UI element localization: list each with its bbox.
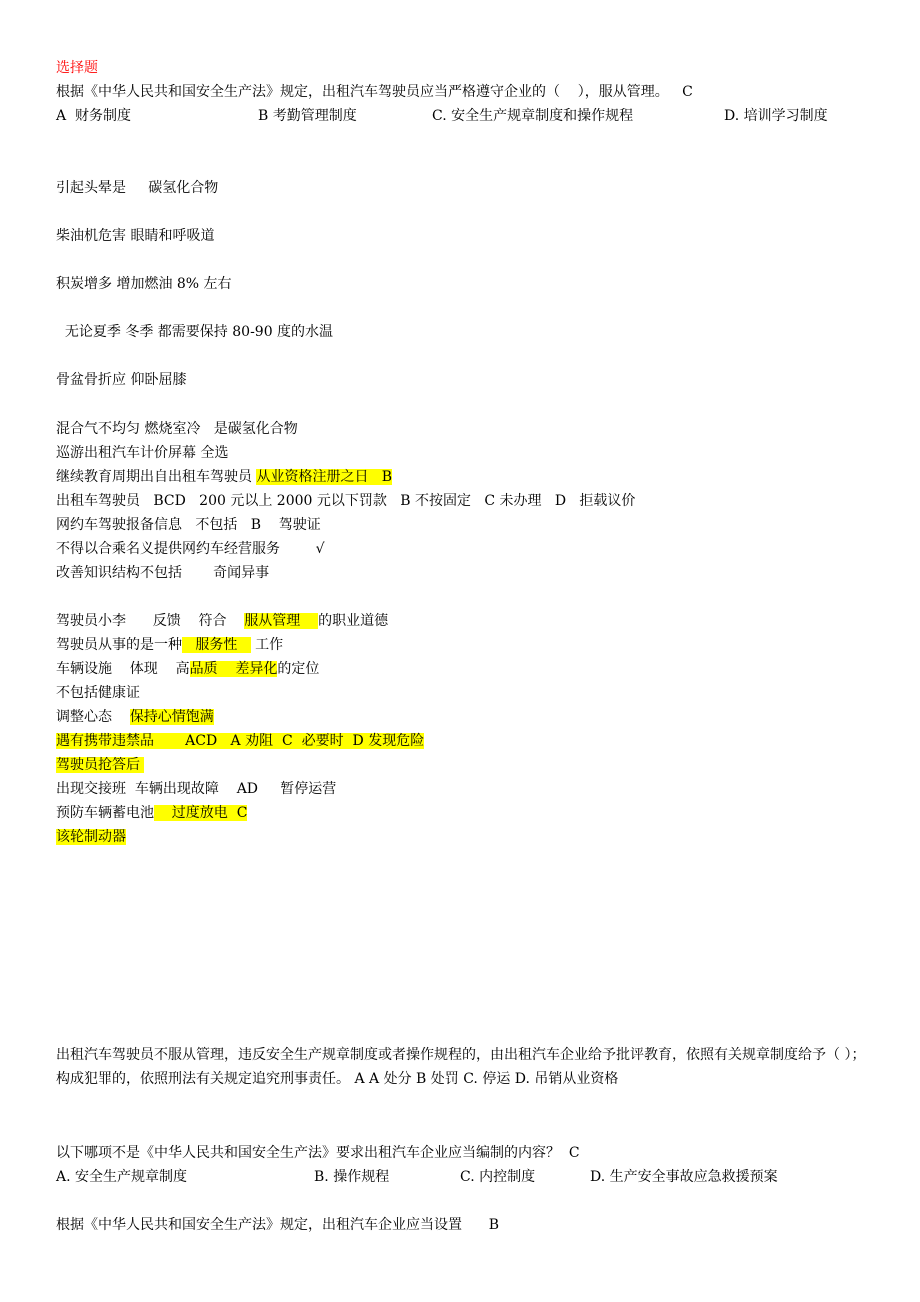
note-line (56, 755, 144, 775)
option-c: C. 安全生产规章制度和操作规程 (432, 108, 634, 124)
note-line: 柴油机危害 眼睛和呼吸道 (56, 228, 215, 244)
note-text: 调整心态 (56, 709, 130, 725)
note-text: 的职业道德 (318, 613, 389, 629)
highlighted-answer: 品质 差异化 (189, 661, 278, 677)
note-line: 无论夏季 冬季 都需要保持 80-90 度的水温 (56, 324, 334, 340)
note-line (56, 707, 214, 727)
note-line: 巡游出租汽车计价屏幕 全选 (56, 445, 229, 461)
note-line (56, 635, 283, 655)
note-line: 积炭增多 增加燃油 8% 左右 (56, 276, 232, 292)
note-line: 骨盆骨折应 仰卧屈膝 (56, 372, 187, 388)
note-line: 不得以合乘名义提供网约车经营服务 √ (56, 541, 325, 557)
note-text: 车辆设施 体现 高 (56, 661, 190, 677)
option-a: A 财务制度 (56, 108, 132, 124)
highlighted-answer: 服从管理 (244, 613, 319, 629)
option-a: A. 安全生产规章制度 (56, 1169, 188, 1185)
note-line: 出租车驾驶员 BCD 200 元以上 2000 元以下罚款 B 不按固定 C 未办理 D 拒载议价 (56, 493, 636, 509)
highlighted-answer: 服务性 (182, 637, 251, 653)
question-4-text: 根据《中华人民共和国安全生产法》规定，出租汽车企业应当设置 B (56, 1217, 499, 1233)
note-text: 预防车辆蓄电池 (56, 805, 154, 821)
note-text: 驾驶员从事的是一种 (56, 637, 182, 653)
highlighted-answer: 过度放电 C (154, 805, 248, 821)
question-1-text: 根据《中华人民共和国安全生产法》规定，出租汽车驾驶员应当严格遵守企业的（ ），服从管理。 C (56, 84, 693, 100)
note-text: 工作 (250, 637, 284, 653)
note-line: 网约车驾驶报备信息 不包括 B 驾驶证 (56, 517, 321, 533)
note-text: 的定位 (277, 661, 320, 677)
question-2-text: 出租汽车驾驶员不服从管理，违反安全生产规章制度或者操作规程的，由出租汽车企业给予批评教育，依照有关规章制度给予（ ）；构成犯罪的，依照刑法有关规定追究刑事责任。 A A 处分 B 处罚 C. 停运 D. 吊销从业资格 (56, 1047, 866, 1087)
note-text: 驾驶员小李 反馈 符合 (56, 613, 245, 629)
note-text: 继续教育周期出自出租车驾驶员 (56, 469, 257, 485)
note-line (56, 827, 126, 847)
option-d: D. 培训学习制度 (724, 108, 828, 124)
option-b: B 考勤管理制度 (258, 108, 357, 124)
note-line: 改善知识结构不包括 奇闻异事 (56, 565, 270, 581)
question-1-options (56, 106, 876, 126)
note-line (56, 731, 424, 751)
note-line: 引起头晕是 碳氢化合物 (56, 180, 219, 196)
note-line (56, 611, 388, 631)
highlighted-answer: 该轮制动器 (56, 829, 126, 845)
note-line: 不包括健康证 (56, 685, 140, 701)
section-title: 选择题 (56, 60, 98, 76)
note-line: 出现交接班 车辆出现故障 AD 暂停运营 (56, 781, 337, 797)
note-line (56, 803, 247, 823)
option-c: C. 内控制度 (460, 1169, 536, 1185)
highlighted-answer: 保持心情饱满 (129, 709, 214, 725)
highlighted-answer: 从业资格注册之日 B (256, 469, 393, 485)
note-line: 混合气不均匀 燃烧室冷 是碳氢化合物 (56, 421, 298, 437)
note-line (56, 467, 392, 487)
highlighted-answer: 驾驶员抢答后 (56, 757, 145, 773)
highlighted-answer: 遇有携带违禁品 ACD A 劝阻 C 必要时 D 发现危险 (56, 733, 425, 749)
option-d: D. 生产安全事故应急救援预案 (590, 1169, 778, 1185)
note-line (56, 659, 319, 679)
option-b: B. 操作规程 (314, 1169, 390, 1185)
question-3-options (56, 1167, 876, 1187)
question-3-text: 以下哪项不是《中华人民共和国安全生产法》要求出租汽车企业应当编制的内容？ C (56, 1145, 580, 1161)
